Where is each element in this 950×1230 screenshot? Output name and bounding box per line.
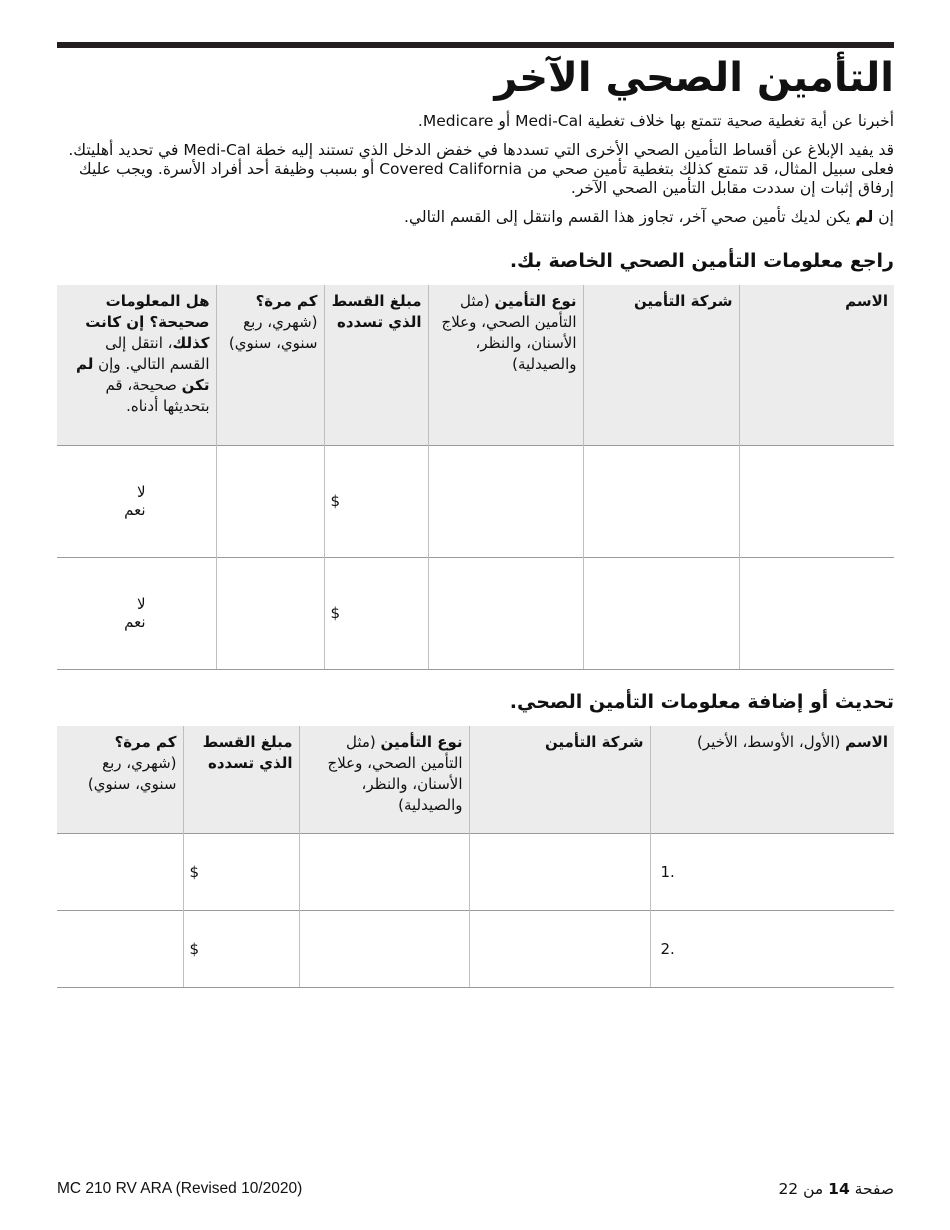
of-word: من — [803, 1180, 824, 1198]
is-correct-choice — [57, 445, 216, 557]
col-frequency: كم مرة؟ (شهري، ربع سنوي، سنوي) — [216, 285, 324, 445]
intro-line-3 — [57, 208, 894, 227]
choice-no[interactable]: لا — [136, 595, 146, 613]
update-section-heading: تحديث أو إضافة معلومات التأمين الصحي. — [509, 690, 894, 713]
page-number — [778, 1180, 894, 1198]
company-field[interactable] — [469, 911, 650, 988]
frequency-field[interactable] — [57, 911, 183, 988]
review-table-header — [57, 285, 894, 445]
col-insurance-type: نوع التأمين (مثل التأمين الصحي، وعلاج الأسنان، والنظر، والصيدلية) — [428, 285, 583, 445]
intro-line-3-suffix: يكن لديك تأمين صحي آخر، تجاوز هذا القسم وانتقل إلى القسم التالي. — [404, 208, 856, 226]
choice-no[interactable]: لا — [136, 483, 146, 501]
frequency-field[interactable] — [216, 557, 324, 669]
premium-field[interactable] — [183, 911, 299, 988]
dollar-sign: $ — [189, 940, 200, 958]
choice-yes[interactable]: نعم — [124, 613, 146, 631]
name-field[interactable] — [650, 911, 894, 988]
page-footer — [57, 1180, 894, 1202]
dollar-sign: $ — [330, 492, 341, 510]
col-name: الاسم — [739, 285, 894, 445]
table-row — [57, 557, 894, 669]
company-field[interactable] — [469, 834, 650, 911]
page-title: التأمين الصحي الآخر — [494, 55, 894, 101]
name-field[interactable] — [650, 834, 894, 911]
dollar-sign: $ — [189, 863, 200, 881]
premium-field[interactable] — [324, 557, 428, 669]
form-id: MC 210 RV ARA (Revised 10/2020) — [57, 1180, 303, 1197]
insurance-type-field[interactable] — [299, 911, 469, 988]
page-word: صفحة — [854, 1180, 894, 1198]
col-premium: مبلغ القسط الذي تسدده — [324, 285, 428, 445]
col-is-correct: هل المعلومات صحيحة؟ إن كانت كذلك، انتقل إلى القسم التالي. وإن لم تكن صحيحة، قم بتحديثها أدناه. — [57, 285, 216, 445]
update-table-header — [57, 726, 894, 834]
col-frequency: كم مرة؟ (شهري، ربع سنوي، سنوي) — [57, 726, 183, 834]
review-insurance-table — [57, 285, 894, 670]
form-page — [57, 42, 894, 988]
table-row — [57, 911, 894, 988]
insurance-type-field[interactable] — [299, 834, 469, 911]
page-total: 22 — [778, 1180, 799, 1198]
insurance-type-field[interactable] — [428, 557, 583, 669]
col-company: شركة التأمين — [469, 726, 650, 834]
name-field[interactable] — [739, 557, 894, 669]
premium-field[interactable] — [183, 834, 299, 911]
page-current: 14 — [828, 1180, 850, 1198]
col-insurance-type: نوع التأمين (مثل التأمين الصحي، وعلاج الأسنان، والنظر، والصيدلية) — [299, 726, 469, 834]
insurance-type-field[interactable] — [428, 445, 583, 557]
intro-line-3-bold: لم — [855, 208, 874, 226]
intro-line-1: أخبرنا عن أية تغطية صحية تتمتع بها خلاف تغطية Medi-Cal أو Medicare. — [417, 112, 894, 130]
table-row — [57, 445, 894, 557]
frequency-field[interactable] — [57, 834, 183, 911]
intro-line-2: قد يفيد الإبلاغ عن أقساط التأمين الصحي الأخرى التي تسددها في خفض الدخل الذي تستند إليه خطة Medi-Cal في تحديد أهليتك. فعلى سبيل المثال، قد تتمتع كذلك بتغطية تأمين صحي من Covered California أو بسبب وظيفة أحد أفراد الأسرة. ويجب عليك إرفاق إثبات إن سددت مقابل التأمين الصحي الآخر. — [68, 141, 894, 197]
premium-field[interactable] — [324, 445, 428, 557]
top-rule — [57, 42, 894, 48]
choice-yes[interactable]: نعم — [124, 501, 146, 519]
review-section-heading: راجع معلومات التأمين الصحي الخاصة بك. — [509, 250, 894, 272]
update-insurance-table — [57, 726, 894, 989]
frequency-field[interactable] — [216, 445, 324, 557]
col-premium: مبلغ القسط الذي تسدده — [183, 726, 299, 834]
dollar-sign: $ — [330, 604, 341, 622]
table-row — [57, 834, 894, 911]
name-field[interactable] — [739, 445, 894, 557]
company-field[interactable] — [583, 557, 739, 669]
intro-line-3-prefix: إن — [873, 208, 894, 226]
col-name: الاسم (الأول، الأوسط، الأخير) — [650, 726, 894, 834]
company-field[interactable] — [583, 445, 739, 557]
col-company: شركة التأمين — [583, 285, 739, 445]
row-number: 2. — [660, 940, 675, 958]
is-correct-choice — [57, 557, 216, 669]
row-number: 1. — [660, 863, 675, 881]
